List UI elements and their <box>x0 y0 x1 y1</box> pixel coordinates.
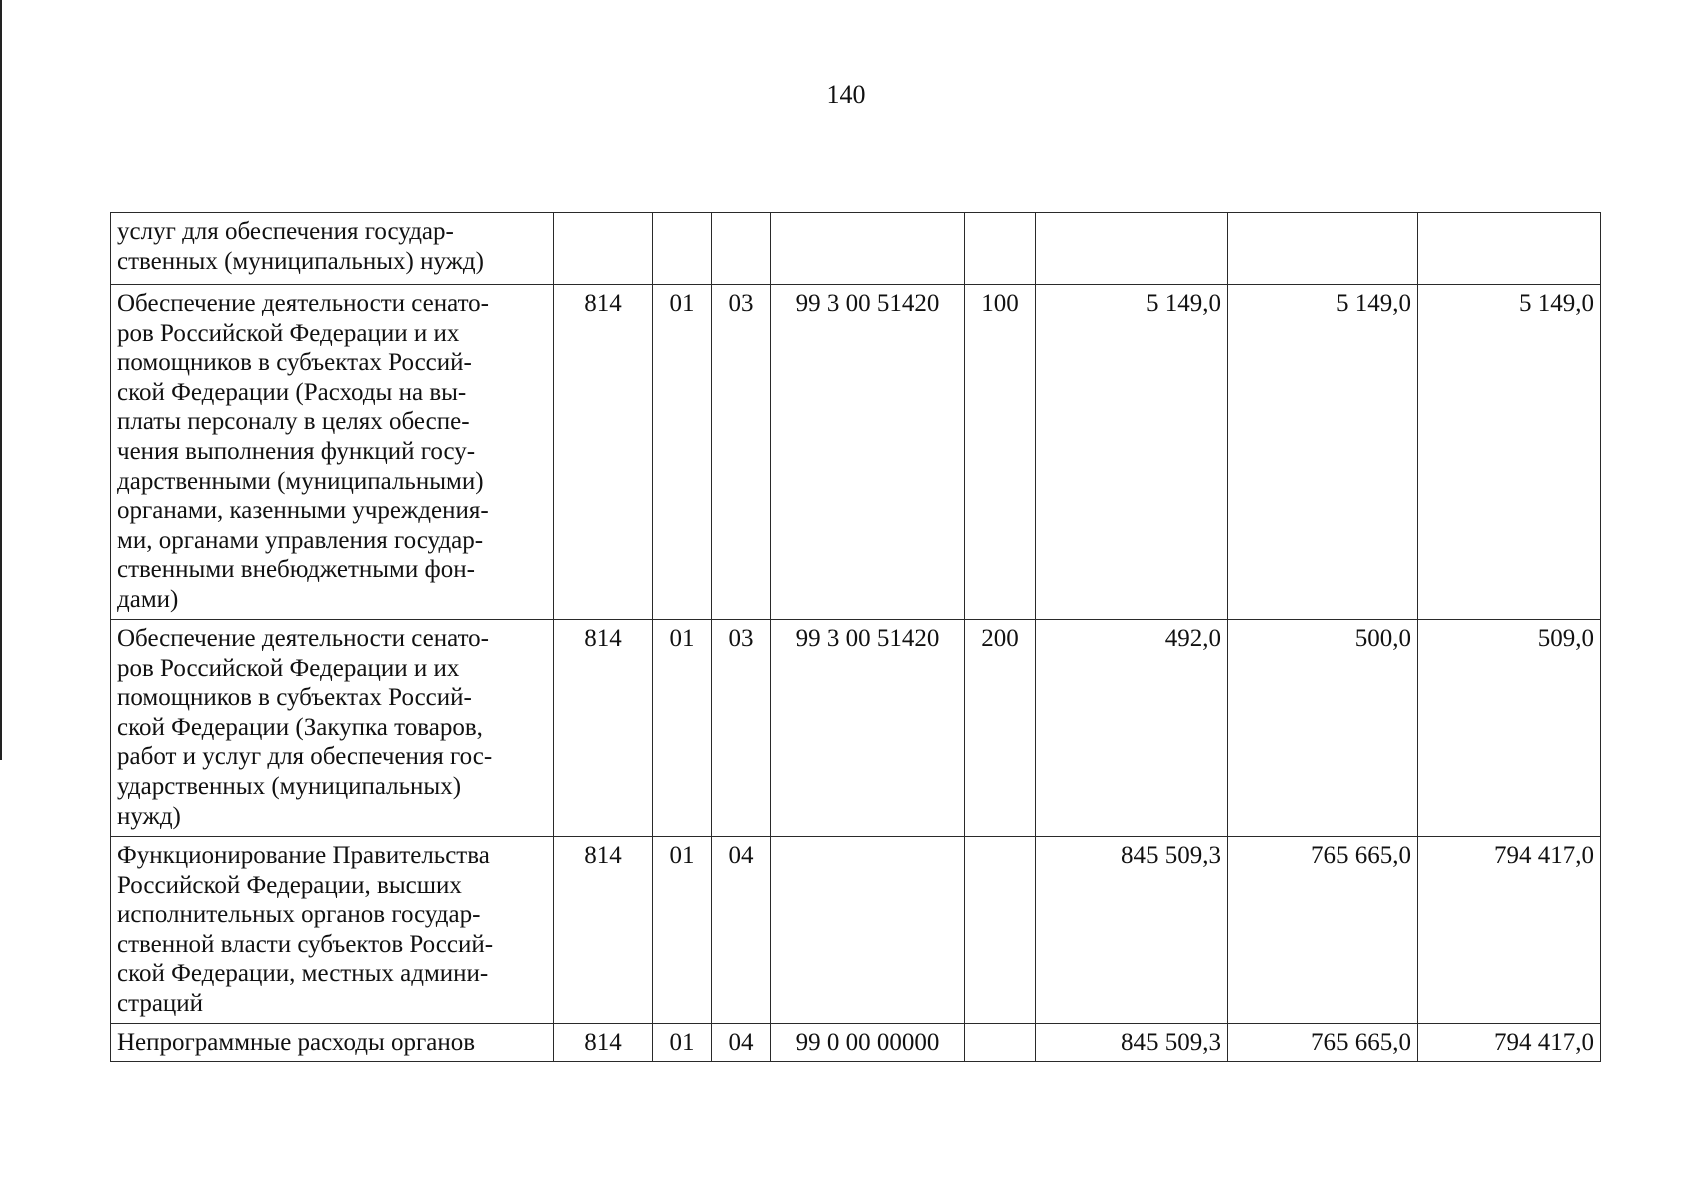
amount-year-1-cell: 492,0 <box>1036 620 1228 837</box>
section-code-cell: 01 <box>653 285 712 620</box>
target-article-cell <box>771 837 965 1024</box>
grbs-code-cell: 814 <box>554 285 653 620</box>
amount-year-1-cell: 5 149,0 <box>1036 285 1228 620</box>
table-row <box>111 620 1601 837</box>
expense-type-cell <box>965 1024 1036 1062</box>
amount-year-2-cell: 765 665,0 <box>1228 1024 1418 1062</box>
expense-name-cell: Обеспечение деятельности сенато- ров Российской Федерации и их помощников в субъектах Россий- ской Федерации (Расходы на вы- платы персоналу в целях обеспе- чения выполнения функций госу- дарственными (муниципальными) органами, казенными учреждения- ми, органами управления государ- ственными внебюджетными фон- дами) <box>111 285 554 620</box>
page-number: 140 <box>826 80 866 109</box>
expense-type-cell: 200 <box>965 620 1036 837</box>
amount-year-3-cell: 794 417,0 <box>1418 1024 1601 1062</box>
amount-year-2-cell: 500,0 <box>1228 620 1418 837</box>
amount-year-3-cell: 794 417,0 <box>1418 837 1601 1024</box>
grbs-code-cell: 814 <box>554 620 653 837</box>
subsection-code-cell: 03 <box>712 620 771 837</box>
grbs-code-cell <box>554 213 653 285</box>
grbs-code-cell: 814 <box>554 1024 653 1062</box>
table-row <box>111 213 1601 285</box>
target-article-cell: 99 3 00 51420 <box>771 620 965 837</box>
table-row <box>111 285 1601 620</box>
target-article-cell <box>771 213 965 285</box>
table-row <box>111 1024 1601 1062</box>
expense-name-cell: Обеспечение деятельности сенато- ров Российской Федерации и их помощников в субъектах Россий- ской Федерации (Закупка товаров, работ и услуг для обеспечения гос- ударственных (муниципальных) нужд) <box>111 620 554 837</box>
subsection-code-cell: 04 <box>712 837 771 1024</box>
table-row <box>111 837 1601 1024</box>
expense-name-cell: Непрограммные расходы органов <box>111 1024 554 1062</box>
grbs-code-cell: 814 <box>554 837 653 1024</box>
subsection-code-cell: 03 <box>712 285 771 620</box>
amount-year-3-cell: 509,0 <box>1418 620 1601 837</box>
expense-name-cell: услуг для обеспечения государ- ственных (муниципальных) нужд) <box>111 213 554 285</box>
amount-year-2-cell: 5 149,0 <box>1228 285 1418 620</box>
target-article-cell: 99 0 00 00000 <box>771 1024 965 1062</box>
amount-year-1-cell <box>1036 213 1228 285</box>
expense-type-cell: 100 <box>965 285 1036 620</box>
subsection-code-cell <box>712 213 771 285</box>
expense-type-cell <box>965 837 1036 1024</box>
target-article-cell: 99 3 00 51420 <box>771 285 965 620</box>
section-code-cell <box>653 213 712 285</box>
subsection-code-cell: 04 <box>712 1024 771 1062</box>
section-code-cell: 01 <box>653 1024 712 1062</box>
table-body <box>111 213 1601 1062</box>
amount-year-2-cell: 765 665,0 <box>1228 837 1418 1024</box>
expense-type-cell <box>965 213 1036 285</box>
expense-name-cell: Функционирование Правительства Российской Федерации, высших исполнительных органов государ- ственной власти субъектов Россий- ской Федерации, местных админи- страций <box>111 837 554 1024</box>
amount-year-3-cell: 5 149,0 <box>1418 285 1601 620</box>
amount-year-1-cell: 845 509,3 <box>1036 1024 1228 1062</box>
scan-edge-line <box>0 0 2 760</box>
amount-year-3-cell <box>1418 213 1601 285</box>
budget-table <box>110 212 1601 1062</box>
section-code-cell: 01 <box>653 620 712 837</box>
amount-year-2-cell <box>1228 213 1418 285</box>
amount-year-1-cell: 845 509,3 <box>1036 837 1228 1024</box>
section-code-cell: 01 <box>653 837 712 1024</box>
